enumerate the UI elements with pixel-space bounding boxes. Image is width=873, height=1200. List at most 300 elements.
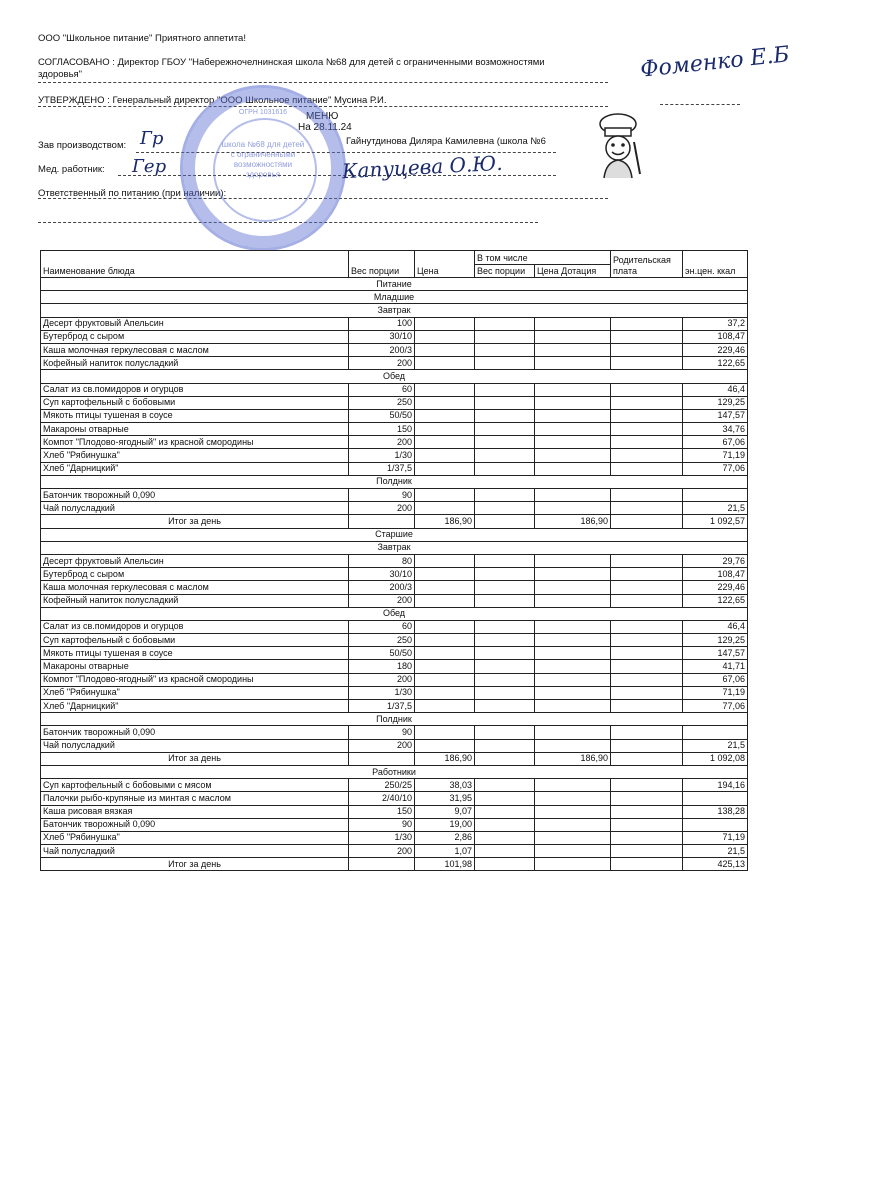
portion-cell: 90: [349, 726, 415, 739]
kcal-cell: 37,2: [683, 317, 748, 330]
kcal-cell: 108,47: [683, 568, 748, 581]
portion-cell: 1/30: [349, 686, 415, 699]
kcal-cell: [683, 489, 748, 502]
incl-portion-cell: [475, 581, 535, 594]
table-row: [41, 396, 748, 409]
parent-fee-cell: [611, 568, 683, 581]
price-cell: [415, 423, 475, 436]
dish-name: Компот "Плодово-ягодный" из красной смородины: [41, 673, 349, 686]
kcal-cell: 1 092,08: [683, 752, 748, 765]
dish-name: Бутерброд с сыром: [41, 330, 349, 343]
dish-name: Итог за день: [41, 752, 349, 765]
incl-portion-cell: [475, 489, 535, 502]
director-signature: Фоменко Е.Б: [639, 42, 791, 83]
portion-cell: 150: [349, 423, 415, 436]
price-cell: 31,95: [415, 792, 475, 805]
incl-price-cell: [535, 726, 611, 739]
price-cell: [415, 660, 475, 673]
incl-portion-cell: [475, 383, 535, 396]
col-portion-header: Вес порции: [349, 251, 415, 278]
incl-price-cell: [535, 686, 611, 699]
kcal-cell: 46,4: [683, 620, 748, 633]
parent-fee-cell: [611, 357, 683, 370]
parent-fee-cell: [611, 489, 683, 502]
price-cell: [415, 449, 475, 462]
dish-name: Итог за день: [41, 858, 349, 871]
incl-portion-cell: [475, 818, 535, 831]
portion-cell: 200/3: [349, 581, 415, 594]
price-cell: [415, 343, 475, 356]
stamp-text: с ограниченными: [230, 150, 296, 159]
parent-fee-cell: [611, 805, 683, 818]
parent-fee-cell: [611, 383, 683, 396]
dish-name: Десерт фруктовый Апельсин: [41, 317, 349, 330]
section-row: [41, 607, 748, 620]
kcal-cell: 122,65: [683, 357, 748, 370]
incl-price-cell: [535, 739, 611, 752]
dish-name: Хлеб "Рябинушка": [41, 831, 349, 844]
price-cell: [415, 330, 475, 343]
section-row: [41, 541, 748, 554]
section-title: Завтрак: [41, 304, 748, 317]
table-row: [41, 357, 748, 370]
portion-cell: 1/37,5: [349, 462, 415, 475]
portion-cell: [349, 858, 415, 871]
dish-name: Каша молочная геркулесовая с маслом: [41, 581, 349, 594]
price-cell: [415, 739, 475, 752]
incl-price-cell: [535, 700, 611, 713]
kcal-cell: 29,76: [683, 554, 748, 567]
dish-name: Суп картофельный с бобовыми: [41, 396, 349, 409]
price-cell: [415, 489, 475, 502]
portion-cell: 200: [349, 739, 415, 752]
dish-name: Суп картофельный с бобовыми: [41, 634, 349, 647]
table-row: [41, 436, 748, 449]
dish-name: Батончик творожный 0,090: [41, 726, 349, 739]
round-stamp: [180, 85, 346, 251]
portion-cell: 1/30: [349, 449, 415, 462]
kcal-cell: 194,16: [683, 779, 748, 792]
parent-fee-cell: [611, 858, 683, 871]
incl-price-cell: [535, 858, 611, 871]
incl-price-cell: [535, 330, 611, 343]
med-label: Мед. работник:: [38, 164, 105, 175]
stamp-text: школа №68 для детей: [221, 140, 305, 149]
incl-price-cell: 186,90: [535, 515, 611, 528]
dish-name: Хлеб "Дарницкий": [41, 462, 349, 475]
dish-name: Батончик творожный 0,090: [41, 489, 349, 502]
incl-price-cell: [535, 673, 611, 686]
price-cell: [415, 686, 475, 699]
table-row: [41, 660, 748, 673]
dish-name: Десерт фруктовый Апельсин: [41, 554, 349, 567]
section-row: [41, 370, 748, 383]
col-incl-header: В том числе: [475, 251, 611, 265]
incl-portion-cell: [475, 423, 535, 436]
section-row: [41, 278, 748, 291]
table-row: [41, 845, 748, 858]
menu-date: На 28.11.24: [298, 122, 352, 133]
table-row: [41, 317, 748, 330]
incl-price-cell: [535, 845, 611, 858]
parent-fee-cell: [611, 343, 683, 356]
price-cell: 1,07: [415, 845, 475, 858]
parent-fee-cell: [611, 686, 683, 699]
chief-name: Гайнутдинова Диляра Камилевна (школа №6: [346, 136, 546, 147]
incl-price-cell: [535, 502, 611, 515]
table-row: [41, 634, 748, 647]
parent-fee-cell: [611, 436, 683, 449]
parent-fee-cell: [611, 330, 683, 343]
col-name-header: Наименование блюда: [41, 251, 349, 278]
portion-cell: 1/30: [349, 831, 415, 844]
parent-fee-cell: [611, 317, 683, 330]
section-title: Питание: [41, 278, 748, 291]
price-cell: 101,98: [415, 858, 475, 871]
table-row: [41, 686, 748, 699]
incl-price-cell: [535, 779, 611, 792]
price-cell: [415, 357, 475, 370]
kcal-cell: 21,5: [683, 739, 748, 752]
incl-portion-cell: [475, 568, 535, 581]
incl-price-cell: [535, 831, 611, 844]
incl-price-cell: [535, 317, 611, 330]
incl-portion-cell: [475, 330, 535, 343]
portion-cell: 200: [349, 357, 415, 370]
incl-portion-cell: [475, 502, 535, 515]
parent-fee-cell: [611, 660, 683, 673]
dish-name: Чай полусладкий: [41, 845, 349, 858]
table-row: [41, 620, 748, 633]
price-cell: [415, 620, 475, 633]
incl-portion-cell: [475, 805, 535, 818]
price-cell: [415, 554, 475, 567]
portion-cell: 60: [349, 383, 415, 396]
incl-portion-cell: [475, 831, 535, 844]
parent-fee-cell: [611, 581, 683, 594]
parent-fee-cell: [611, 647, 683, 660]
table-row: [41, 489, 748, 502]
parent-fee-cell: [611, 423, 683, 436]
price-cell: [415, 436, 475, 449]
price-cell: 19,00: [415, 818, 475, 831]
parent-fee-cell: [611, 673, 683, 686]
portion-cell: 200: [349, 673, 415, 686]
responsible-label: Ответственный по питанию (при наличии):: [38, 188, 227, 199]
stamp-ogrn: ОГРН 1031616: [238, 109, 288, 116]
table-row: [41, 330, 748, 343]
price-cell: 2,86: [415, 831, 475, 844]
parent-fee-cell: [611, 831, 683, 844]
divider: [38, 106, 608, 107]
kcal-cell: 71,19: [683, 831, 748, 844]
portion-cell: 200: [349, 845, 415, 858]
kcal-cell: 129,25: [683, 396, 748, 409]
chief-label: Зав производством:: [38, 140, 127, 151]
table-row: [41, 831, 748, 844]
kcal-cell: 21,5: [683, 502, 748, 515]
section-title: Старшие: [41, 528, 748, 541]
incl-portion-cell: [475, 673, 535, 686]
incl-portion-cell: [475, 357, 535, 370]
parent-fee-cell: [611, 554, 683, 567]
incl-price-cell: [535, 660, 611, 673]
table-row: [41, 554, 748, 567]
section-row: [41, 304, 748, 317]
kcal-cell: 21,5: [683, 845, 748, 858]
portion-cell: 2/40/10: [349, 792, 415, 805]
dish-name: Хлеб "Дарницкий": [41, 700, 349, 713]
incl-portion-cell: [475, 594, 535, 607]
incl-price-cell: [535, 568, 611, 581]
dish-name: Кофейный напиток полусладкий: [41, 594, 349, 607]
dish-name: Батончик творожный 0,090: [41, 818, 349, 831]
divider: [38, 82, 608, 83]
incl-price-cell: [535, 554, 611, 567]
portion-cell: 200: [349, 594, 415, 607]
incl-portion-cell: [475, 462, 535, 475]
section-title: Полдник: [41, 713, 748, 726]
dish-name: Палочки рыбо-крупяные из минтая с маслом: [41, 792, 349, 805]
incl-price-cell: [535, 436, 611, 449]
portion-cell: 100: [349, 317, 415, 330]
parent-fee-cell: [611, 449, 683, 462]
incl-price-cell: [535, 634, 611, 647]
menu-title: МЕНЮ: [306, 111, 339, 122]
chief-signature: Гр: [140, 128, 164, 149]
incl-portion-cell: [475, 858, 535, 871]
portion-cell: 250/25: [349, 779, 415, 792]
incl-portion-cell: [475, 792, 535, 805]
incl-portion-cell: [475, 396, 535, 409]
incl-portion-cell: [475, 620, 535, 633]
portion-cell: 250: [349, 396, 415, 409]
incl-portion-cell: [475, 647, 535, 660]
total-row: [41, 515, 748, 528]
total-row: [41, 752, 748, 765]
dish-name: Чай полусладкий: [41, 502, 349, 515]
section-row: [41, 765, 748, 778]
dish-name: Хлеб "Рябинушка": [41, 449, 349, 462]
table-row: [41, 739, 748, 752]
portion-cell: 250: [349, 634, 415, 647]
price-cell: 186,90: [415, 752, 475, 765]
portion-cell: 200: [349, 502, 415, 515]
incl-price-cell: [535, 396, 611, 409]
incl-price-cell: [535, 423, 611, 436]
parent-fee-cell: [611, 845, 683, 858]
kcal-cell: [683, 726, 748, 739]
price-cell: [415, 383, 475, 396]
col-kcal-header: эн.цен. ккал: [683, 251, 748, 278]
price-cell: [415, 634, 475, 647]
incl-price-cell: [535, 620, 611, 633]
table-row: [41, 700, 748, 713]
price-cell: [415, 581, 475, 594]
kcal-cell: [683, 792, 748, 805]
section-title: Работники: [41, 765, 748, 778]
parent-fee-cell: [611, 515, 683, 528]
menu-table: [40, 250, 748, 871]
table-row: [41, 409, 748, 422]
dish-name: Макароны отварные: [41, 660, 349, 673]
section-title: Обед: [41, 370, 748, 383]
incl-price-cell: [535, 818, 611, 831]
portion-cell: 80: [349, 554, 415, 567]
kcal-cell: 71,19: [683, 449, 748, 462]
kcal-cell: 67,06: [683, 436, 748, 449]
col-parent-header: Родительская плата: [611, 251, 683, 278]
kcal-cell: 147,57: [683, 647, 748, 660]
incl-price-cell: [535, 581, 611, 594]
total-row: [41, 858, 748, 871]
portion-cell: 150: [349, 805, 415, 818]
incl-price-cell: [535, 383, 611, 396]
kcal-cell: 67,06: [683, 673, 748, 686]
price-cell: [415, 317, 475, 330]
med-signature-2: Капуцева О.Ю.: [341, 150, 504, 184]
divider: [660, 104, 740, 105]
price-cell: [415, 568, 475, 581]
price-cell: [415, 396, 475, 409]
price-cell: 9,07: [415, 805, 475, 818]
dish-name: Бутерброд с сыром: [41, 568, 349, 581]
incl-portion-cell: [475, 409, 535, 422]
table-row: [41, 726, 748, 739]
dish-name: Салат из св.помидоров и огурцов: [41, 383, 349, 396]
kcal-cell: 77,06: [683, 462, 748, 475]
parent-fee-cell: [611, 634, 683, 647]
price-cell: 186,90: [415, 515, 475, 528]
incl-portion-cell: [475, 779, 535, 792]
portion-cell: [349, 515, 415, 528]
portion-cell: 50/50: [349, 647, 415, 660]
incl-portion-cell: [475, 436, 535, 449]
portion-cell: 30/10: [349, 568, 415, 581]
incl-portion-cell: [475, 554, 535, 567]
incl-price-cell: [535, 647, 611, 660]
company-line: ООО "Школьное питание" Приятного аппетита!: [38, 33, 246, 44]
table-row: [41, 581, 748, 594]
col-incl-portion-header: Вес порции: [475, 264, 535, 278]
dish-name: Кофейный напиток полусладкий: [41, 357, 349, 370]
incl-portion-cell: [475, 700, 535, 713]
section-row: [41, 475, 748, 488]
parent-fee-cell: [611, 700, 683, 713]
approved-line: УТВЕРЖДЕНО : Генеральный директор "ООО Школьное питание" Мусина Р.И.: [38, 95, 387, 106]
dish-name: Мякоть птицы тушеная в соусе: [41, 409, 349, 422]
incl-portion-cell: [475, 726, 535, 739]
dish-name: Итог за день: [41, 515, 349, 528]
stamp-text: возможностями: [233, 160, 293, 169]
table-row: [41, 502, 748, 515]
incl-portion-cell: [475, 845, 535, 858]
dish-name: Хлеб "Рябинушка": [41, 686, 349, 699]
menu-table-body: [41, 278, 748, 871]
parent-fee-cell: [611, 779, 683, 792]
price-cell: [415, 462, 475, 475]
table-row: [41, 423, 748, 436]
kcal-cell: 129,25: [683, 634, 748, 647]
portion-cell: 60: [349, 620, 415, 633]
kcal-cell: 71,19: [683, 686, 748, 699]
incl-price-cell: [535, 594, 611, 607]
parent-fee-cell: [611, 752, 683, 765]
dish-name: Суп картофельный с бобовыми с мясом: [41, 779, 349, 792]
dish-name: Каша рисовая вязкая: [41, 805, 349, 818]
kcal-cell: 46,4: [683, 383, 748, 396]
dish-name: Мякоть птицы тушеная в соусе: [41, 647, 349, 660]
incl-price-cell: [535, 409, 611, 422]
incl-portion-cell: [475, 739, 535, 752]
parent-fee-cell: [611, 818, 683, 831]
portion-cell: 30/10: [349, 330, 415, 343]
price-cell: [415, 502, 475, 515]
parent-fee-cell: [611, 726, 683, 739]
table-row: [41, 343, 748, 356]
section-title: Полдник: [41, 475, 748, 488]
kcal-cell: 229,46: [683, 581, 748, 594]
portion-cell: 90: [349, 489, 415, 502]
incl-price-cell: 186,90: [535, 752, 611, 765]
price-cell: [415, 700, 475, 713]
col-incl-price-header: Цена Дотация: [535, 264, 611, 278]
price-cell: [415, 673, 475, 686]
incl-price-cell: [535, 792, 611, 805]
portion-cell: [349, 752, 415, 765]
section-title: Обед: [41, 607, 748, 620]
parent-fee-cell: [611, 620, 683, 633]
price-cell: 38,03: [415, 779, 475, 792]
kcal-cell: 108,47: [683, 330, 748, 343]
dish-name: Компот "Плодово-ягодный" из красной смородины: [41, 436, 349, 449]
table-row: [41, 568, 748, 581]
parent-fee-cell: [611, 502, 683, 515]
parent-fee-cell: [611, 396, 683, 409]
table-row: [41, 449, 748, 462]
kcal-cell: 147,57: [683, 409, 748, 422]
chef-logo-icon: [590, 112, 646, 182]
kcal-cell: 122,65: [683, 594, 748, 607]
kcal-cell: 77,06: [683, 700, 748, 713]
dish-name: Чай полусладкий: [41, 739, 349, 752]
parent-fee-cell: [611, 462, 683, 475]
parent-fee-cell: [611, 409, 683, 422]
dish-name: Макароны отварные: [41, 423, 349, 436]
parent-fee-cell: [611, 739, 683, 752]
portion-cell: 200/3: [349, 343, 415, 356]
price-cell: [415, 647, 475, 660]
table-row: [41, 647, 748, 660]
incl-price-cell: [535, 357, 611, 370]
section-title: Завтрак: [41, 541, 748, 554]
dish-name: Каша молочная геркулесовая с маслом: [41, 343, 349, 356]
incl-portion-cell: [475, 449, 535, 462]
col-price-header: Цена: [415, 251, 475, 278]
portion-cell: 50/50: [349, 409, 415, 422]
table-row: [41, 805, 748, 818]
kcal-cell: 34,76: [683, 423, 748, 436]
section-row: [41, 528, 748, 541]
incl-portion-cell: [475, 660, 535, 673]
table-row: [41, 462, 748, 475]
incl-portion-cell: [475, 752, 535, 765]
dish-name: Салат из св.помидоров и огурцов: [41, 620, 349, 633]
table-row: [41, 792, 748, 805]
table-row: [41, 673, 748, 686]
incl-portion-cell: [475, 515, 535, 528]
kcal-cell: 229,46: [683, 343, 748, 356]
